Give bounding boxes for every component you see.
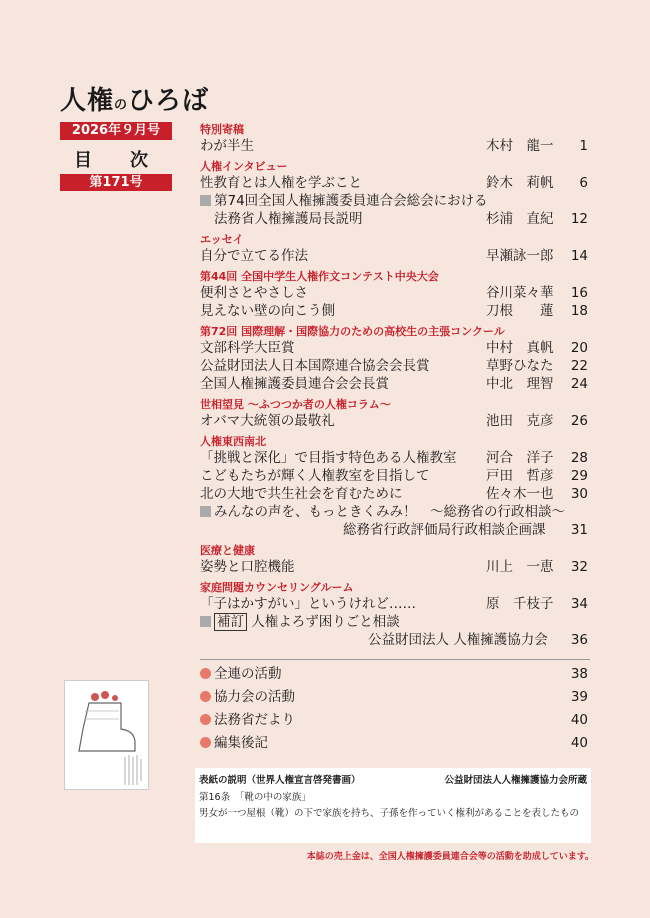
toc-heading: 目 次 [74,150,158,171]
toc-entry[interactable]: 「挑戦と深化」で目指す特色ある人権教室 河合 洋子 28 [200,450,588,466]
section-heading: 第44回 全国中学生人権作文コンテスト中央大会 [200,270,439,283]
toc-extra-entry[interactable]: 協力会の活動 39 [200,688,590,711]
circle-bullet-icon [200,691,211,702]
toc-entry[interactable]: 「子はかすがい」というけれど…… 原 千枝子 34 [200,596,588,612]
section-heading: 特別寄稿 [200,123,244,136]
issue-number-label: 第171号 [60,174,172,191]
section-heading: 医療と健康 [200,544,255,557]
toc-entry[interactable]: 見えない壁の向こう側 刀根 蓮 18 [200,303,588,319]
toc-entry[interactable]: 便利さとやさしさ 谷川菜々華 16 [200,285,588,301]
toc-entry[interactable]: 第74回全国人権擁護委員連合会総会における [200,192,590,210]
square-bullet-icon [200,195,211,206]
toc-entry[interactable]: 全国人権擁護委員連合会会長賞 中北 理智 24 [200,376,588,392]
cover-caption [195,768,591,843]
section-heading: エッセイ [200,233,244,246]
toc-extra-entry[interactable]: 法務省だより 40 [200,711,590,734]
issue-date-label: 2026年９月号 [60,122,172,140]
section-heading: 世相望見 ～ふつつか者の人権コラム～ [200,398,391,411]
toc-entry[interactable]: 文部科学大臣賞 中村 真帆 20 [200,340,588,356]
revised-badge: 補訂 [214,613,247,631]
toc-entry[interactable]: 性教育とは人権を学ぶこと 鈴木 莉帆 6 [200,175,588,191]
square-bullet-icon [200,506,211,517]
toc-entry[interactable]: 補訂 人権よろず困りごと相談 [200,613,590,631]
cover-caption-owner: 公益財団法人人権擁護協力会所蔵 [444,775,587,786]
circle-bullet-icon [200,714,211,725]
section-heading: 人権インタビュー [200,160,288,173]
cover-artwork [64,680,149,790]
circle-bullet-icon [200,737,211,748]
cover-caption-title: 表紙の説明（世界人権宣言啓発書画） [199,775,361,786]
toc-entry[interactable]: 姿勢と口腔機能 川上 一恵 32 [200,559,588,575]
toc-entry[interactable]: 公益財団法人日本国際連合協会会長賞 草野ひなた 22 [200,358,588,374]
toc-extra-entry[interactable]: 全連の活動 38 [200,665,590,688]
section-heading: 第72回 国際理解・国際協力のための高校生の主張コンクール [200,325,505,338]
footer-note: 本誌の売上金は、全国人権擁護委員連合会等の活動を助成しています。 [306,852,594,862]
square-bullet-icon [200,616,211,627]
toc-extra-entry[interactable]: 編集後記 40 [200,734,590,757]
toc-entry[interactable]: 北の大地で共生社会を育むために 佐々木一也 30 [200,486,588,502]
section-heading: 人権東西南北 [200,435,266,448]
section-divider [200,659,590,660]
cover-caption-description: 男女が一つ屋根（靴）の下で家族を持ち、子孫を作っていく権利があることを表したもの [199,808,580,819]
toc-entry[interactable]: 総務省行政評価局行政相談企画課 31 [343,522,588,538]
boot-family-illustration [65,681,148,789]
section-heading: 家庭問題カウンセリングルーム [200,581,354,594]
toc-entry[interactable]: わが半生 木村 龍一 1 [200,138,588,154]
toc-entry[interactable]: 公益財団法人 人権擁護協力会 36 [368,632,588,648]
toc-entry[interactable]: こどもたちが輝く人権教室を目指して 戸田 哲彦 29 [200,468,588,484]
toc-entry[interactable]: オバマ大統領の最敬礼 池田 克彦 26 [200,413,588,429]
toc-entry[interactable]: 自分で立てる作法 早瀬詠一郎 14 [200,248,588,264]
cover-caption-article: 第16条 「靴の中の家族」 [199,792,311,803]
toc-entry[interactable]: みんなの声を、もっときくみみ！ ～総務省の行政相談～ [200,503,590,521]
toc-entry[interactable]: 法務省人権擁護局長説明 杉浦 直紀 12 [214,211,588,227]
table-of-contents [200,118,590,757]
magazine-title: 人権のひろば [60,86,210,116]
circle-bullet-icon [200,668,211,679]
